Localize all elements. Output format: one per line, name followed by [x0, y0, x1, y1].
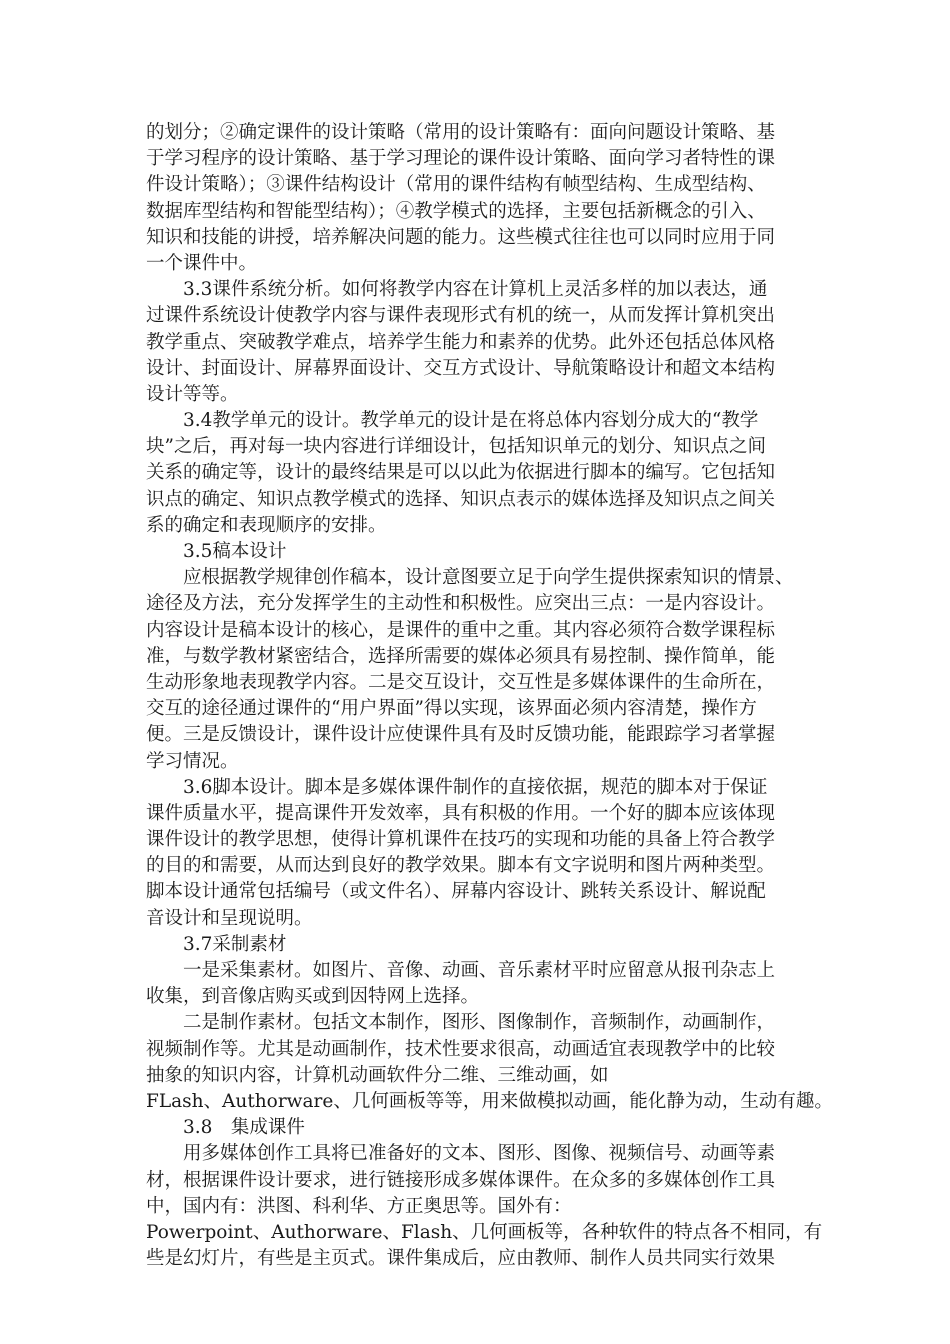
- text-line: 识点的确定、知识点教学模式的选择、知识点表示的媒体选择及知识点之间关: [146, 488, 776, 510]
- text-line: 系的确定和表现顺序的安排。: [146, 514, 387, 536]
- text-line: 交互的途径通过课件的“用户界面”得以实现，该界面必须内容清楚，操作方: [146, 698, 757, 720]
- text-line: 途径及方法，充分发挥学生的主动性和积极性。应突出三点：一是内容设计。: [146, 593, 776, 615]
- text-line: 视频制作等。尤其是动画制作，技术性要求很高，动画适宜表现教学中的比较: [146, 1038, 776, 1060]
- text-line: 学习情况。: [146, 750, 239, 772]
- text-line: 二是制作素材。包括文本制作，图形、图像制作，音频制作，动画制作，: [183, 1012, 776, 1034]
- text-line: 一个课件中。: [146, 252, 258, 274]
- text-line: 于学习程序的设计策略、基于学习理论的课件设计策略、面向学习者特性的课: [146, 148, 776, 170]
- text-line: 数据库型结构和智能型结构）；④教学模式的选择，主要包括新概念的引入、: [146, 200, 766, 222]
- text-line: 3.8 集成课件: [183, 1117, 305, 1139]
- text-line: 内容设计是稿本设计的核心，是课件的重中之重。其内容必须符合数学课程标: [146, 619, 776, 641]
- text-line: 应根据教学规律创作稿本，设计意图要立足于向学生提供探索知识的情景、: [183, 567, 794, 589]
- text-line: 些是幻灯片，有些是主页式。课件集成后，应由教师、制作人员共同实行效果: [146, 1248, 776, 1270]
- text-line: 中，国内有：洪图、科利华、方正奥思等。国外有：: [146, 1195, 572, 1217]
- text-line: 便。三是反馈设计，课件设计应使课件具有及时反馈功能，能跟踪学习者掌握: [146, 724, 776, 746]
- text-line: 抽象的知识内容，计算机动画软件分二维、三维动画，如: [146, 1064, 609, 1086]
- text-line: 教学重点、突破教学难点，培养学生能力和素养的优势。此外还包括总体风格: [146, 331, 776, 353]
- text-line: 材，根据课件设计要求，进行链接形成多媒体课件。在众多的多媒体创作工具: [146, 1169, 776, 1191]
- text-line: 用多媒体创作工具将已准备好的文本、图形、图像、视频信号、动画等素: [183, 1143, 776, 1165]
- text-line: 3.3课件系统分析。如何将教学内容在计算机上灵活多样的加以表达，通: [183, 279, 768, 301]
- text-line: 一是采集素材。如图片、音像、动画、音乐素材平时应留意从报刊杂志上: [183, 960, 776, 981]
- text-line: 的划分；②确定课件的设计策略（常用的设计策略有：面向问题设计策略、基: [146, 122, 776, 143]
- text-line: 知识和技能的讲授，培养解决问题的能力。这些模式往往也可以同时应用于同: [146, 226, 776, 248]
- text-line: 生动形象地表现教学内容。二是交互设计，交互性是多媒体课件的生命所在，: [146, 671, 776, 693]
- text-line: Powerpoint、Authorware、Flash、几何画板等，各种软件的特点各不相同，有: [146, 1221, 823, 1243]
- text-line: 音设计和呈现说明。: [146, 907, 313, 929]
- text-line: 3.7采制素材: [183, 933, 287, 955]
- text-line: 脚本设计通常包括编号（或文件名）、屏幕内容设计、跳转关系设计、解说配: [146, 881, 766, 903]
- text-line: 收集，到音像店购买或到因特网上选择。: [146, 986, 480, 1008]
- body-text: [146, 120, 833, 1272]
- text-line: 3.6脚本设计。脚本是多媒体课件制作的直接依据，规范的脚本对于保证: [183, 776, 768, 798]
- text-line: 设计、封面设计、屏幕界面设计、交互方式设计、导航策略设计和超文本结构: [146, 357, 776, 379]
- text-line: 块”之后，再对每一块内容进行详细设计，包括知识单元的划分、知识点之间: [146, 436, 766, 458]
- text-line: 件设计策略）；③课件结构设计（常用的课件结构有帧型结构、生成型结构、: [146, 174, 766, 196]
- text-line: 课件设计的教学思想，使得计算机课件在技巧的实现和功能的具备上符合教学: [146, 829, 776, 851]
- text-line: 3.4教学单元的设计。教学单元的设计是在将总体内容划分成大的“教学: [183, 410, 759, 432]
- text-line: 3.5稿本设计: [183, 541, 287, 562]
- text-line: 课件质量水平，提高课件开发效率，具有积极的作用。一个好的脚本应该体现: [146, 802, 776, 824]
- text-line: 准，与数学教材紧密结合，选择所需要的媒体必须具有易控制、操作简单，能: [146, 645, 776, 667]
- text-line: 设计等等。: [146, 383, 239, 405]
- text-line: FLash、Authorware、几何画板等等，用来做模拟动画，能化静为动，生动有趣。: [146, 1090, 833, 1112]
- text-line: 关系的确定等，设计的最终结果是可以以此为依据进行脚本的编写。它包括知: [146, 462, 776, 484]
- text-line: 的目的和需要，从而达到良好的教学效果。脚本有文字说明和图片两种类型。: [146, 855, 776, 877]
- text-line: 过课件系统设计使教学内容与课件表现形式有机的统一，从而发挥计算机突出: [146, 305, 776, 327]
